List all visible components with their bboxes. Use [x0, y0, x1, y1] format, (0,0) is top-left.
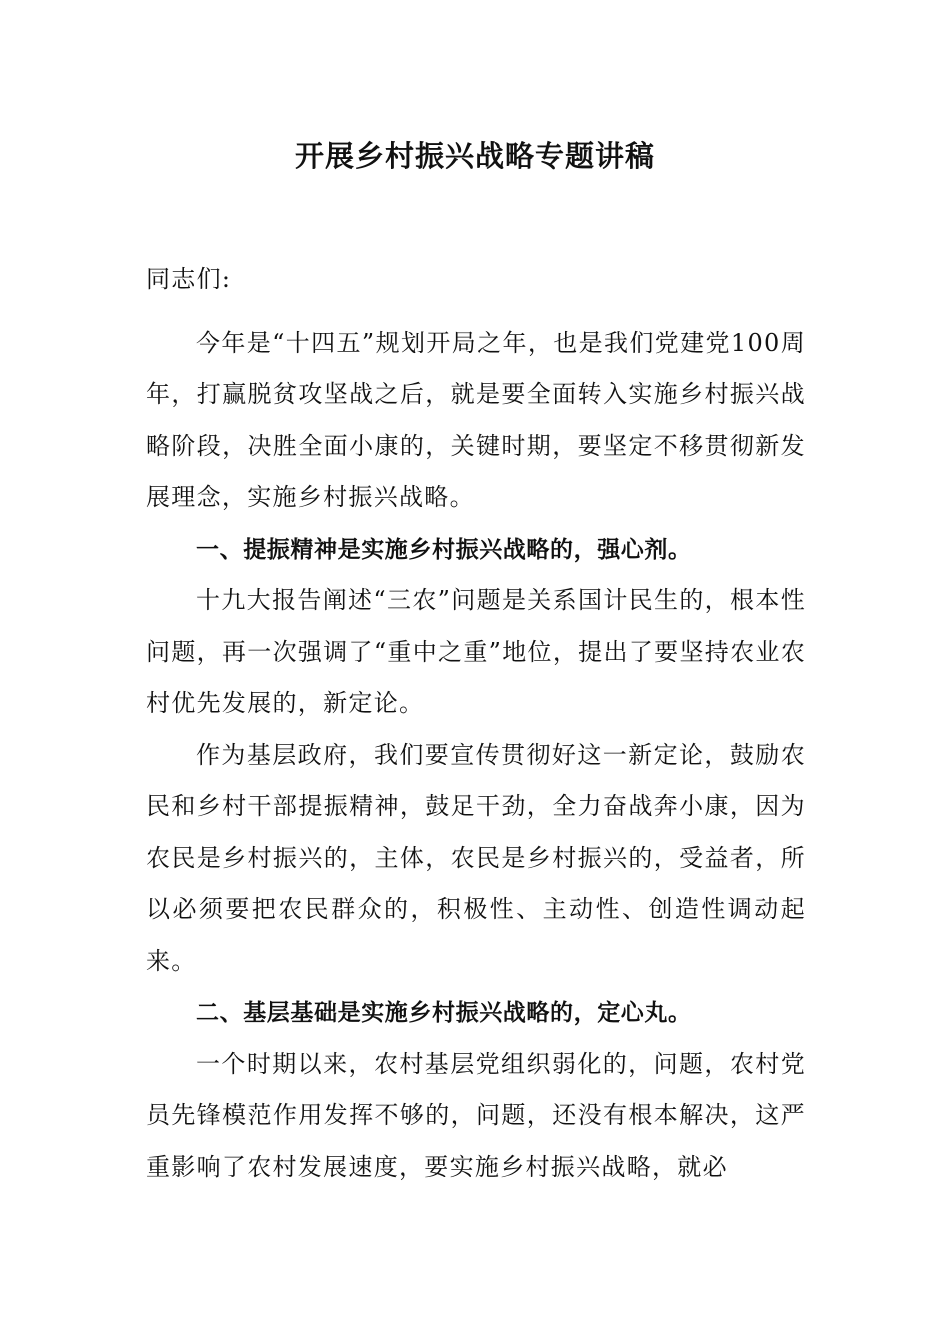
section-heading-1: 一、提振精神是实施乡村振兴战略的，强心剂。 — [196, 535, 692, 563]
document-body — [146, 254, 806, 1193]
document-title: 开展乡村振兴战略专题讲稿 — [294, 139, 655, 173]
paragraph-4: 一个时期以来，农村基层党组织弱化的，问题，农村党员先锋模范作用发挥不够的，问题，还没有根本解决，这严重影响了农村发展速度，要实施乡村振兴战略，就必 — [146, 1049, 806, 1181]
paragraph-1: 今年是“十四五”规划开局之年，也是我们党建党100周年，打赢脱贫攻坚战之后，就是要全面转入实施乡村振兴战略阶段，决胜全面小康的，关键时期，要坚定不移贯彻新发展理念，实施乡村振兴战略。 — [146, 328, 806, 511]
paragraph-2: 十九大报告阐述“三农”问题是关系国计民生的，根本性问题，再一次强调了“重中之重”地位，提出了要坚持农业农村优先发展的，新定论。 — [146, 586, 806, 717]
salutation: 同志们: — [146, 265, 232, 293]
section-heading-2: 二、基层基础是实施乡村振兴战略的，定心丸。 — [196, 999, 692, 1026]
paragraph-3: 作为基层政府，我们要宣传贯彻好这一新定论，鼓励农民和乡村干部提振精神，鼓足干劲，全力奋战奔小康，因为农民是乡村振兴的，主体，农民是乡村振兴的，受益者，所以必须要把农民群众的，积极性、主动性、创造性调动起来。 — [146, 740, 806, 975]
